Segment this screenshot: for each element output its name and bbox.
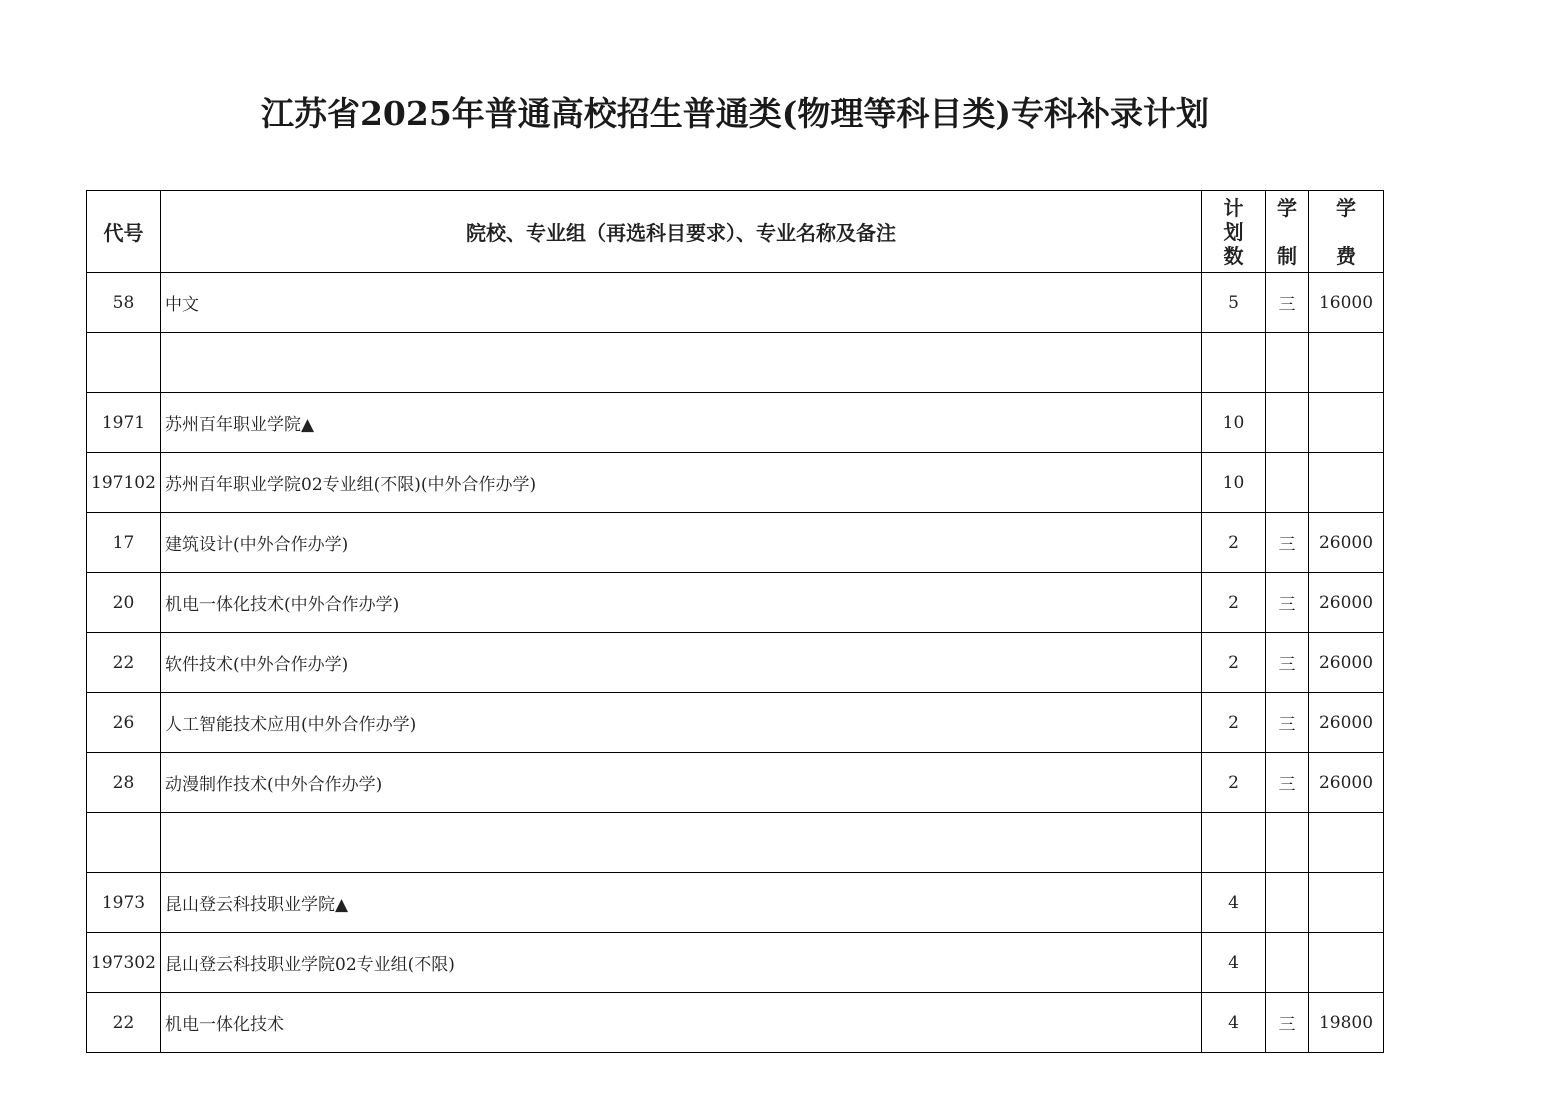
header-plan bbox=[1202, 191, 1266, 273]
cell-plan: 2 bbox=[1202, 513, 1266, 573]
cell-name: 机电一体化技术 bbox=[161, 993, 1202, 1053]
cell-plan: 2 bbox=[1202, 753, 1266, 813]
cell-fee bbox=[1309, 813, 1384, 873]
table-row bbox=[87, 393, 1384, 453]
table-body bbox=[87, 273, 1384, 1053]
cell-code: 197302 bbox=[87, 933, 161, 993]
header-system bbox=[1266, 191, 1309, 273]
cell-name bbox=[161, 333, 1202, 393]
cell-fee: 26000 bbox=[1309, 513, 1384, 573]
header-name: 院校、专业组（再选科目要求）、专业名称及备注 bbox=[161, 191, 1202, 273]
enrollment-plan-table bbox=[86, 190, 1384, 1053]
table-row bbox=[87, 993, 1384, 1053]
cell-code bbox=[87, 813, 161, 873]
cell-system: 三 bbox=[1266, 513, 1309, 573]
header-system-char: 学 bbox=[1277, 195, 1297, 220]
header-fee-char: 费 bbox=[1336, 243, 1356, 268]
cell-plan bbox=[1202, 813, 1266, 873]
cell-name: 软件技术(中外合作办学) bbox=[161, 633, 1202, 693]
cell-code: 22 bbox=[87, 633, 161, 693]
cell-code: 58 bbox=[87, 273, 161, 333]
cell-system: 三 bbox=[1266, 993, 1309, 1053]
header-system-char: 制 bbox=[1277, 243, 1297, 268]
cell-plan: 10 bbox=[1202, 393, 1266, 453]
table-row bbox=[87, 813, 1384, 873]
table-row bbox=[87, 513, 1384, 573]
cell-name: 动漫制作技术(中外合作办学) bbox=[161, 753, 1202, 813]
table-row bbox=[87, 933, 1384, 993]
cell-plan: 4 bbox=[1202, 993, 1266, 1053]
cell-plan: 2 bbox=[1202, 633, 1266, 693]
cell-plan: 5 bbox=[1202, 273, 1266, 333]
cell-name: 中文 bbox=[161, 273, 1202, 333]
cell-code: 197102 bbox=[87, 453, 161, 513]
cell-name: 苏州百年职业学院02专业组(不限)(中外合作办学) bbox=[161, 453, 1202, 513]
table-row bbox=[87, 753, 1384, 813]
cell-system bbox=[1266, 873, 1309, 933]
cell-fee: 26000 bbox=[1309, 753, 1384, 813]
table-row bbox=[87, 333, 1384, 393]
cell-fee bbox=[1309, 873, 1384, 933]
cell-system: 三 bbox=[1266, 273, 1309, 333]
cell-code bbox=[87, 333, 161, 393]
cell-system bbox=[1266, 933, 1309, 993]
cell-fee: 19800 bbox=[1309, 993, 1384, 1053]
cell-code: 20 bbox=[87, 573, 161, 633]
cell-plan: 4 bbox=[1202, 873, 1266, 933]
table-header bbox=[87, 191, 1384, 273]
cell-name bbox=[161, 813, 1202, 873]
cell-system: 三 bbox=[1266, 573, 1309, 633]
table-row bbox=[87, 873, 1384, 933]
table-row bbox=[87, 273, 1384, 333]
table-row bbox=[87, 693, 1384, 753]
page-title: 江苏省2025年普通高校招生普通类(物理等科目类)专科补录计划 bbox=[260, 94, 1210, 133]
cell-code: 1973 bbox=[87, 873, 161, 933]
header-plan-char: 划 bbox=[1223, 219, 1244, 244]
cell-name: 机电一体化技术(中外合作办学) bbox=[161, 573, 1202, 633]
cell-system bbox=[1266, 333, 1309, 393]
cell-name: 昆山登云科技职业学院02专业组(不限) bbox=[161, 933, 1202, 993]
cell-fee: 26000 bbox=[1309, 693, 1384, 753]
cell-fee bbox=[1309, 333, 1384, 393]
cell-plan: 2 bbox=[1202, 573, 1266, 633]
header-plan-char: 数 bbox=[1223, 243, 1244, 268]
table-row bbox=[87, 633, 1384, 693]
cell-fee bbox=[1309, 933, 1384, 993]
cell-system: 三 bbox=[1266, 633, 1309, 693]
cell-system bbox=[1266, 453, 1309, 513]
cell-plan: 10 bbox=[1202, 453, 1266, 513]
cell-fee bbox=[1309, 393, 1384, 453]
header-fee-char: 学 bbox=[1336, 195, 1356, 220]
header-fee bbox=[1309, 191, 1384, 273]
cell-system: 三 bbox=[1266, 693, 1309, 753]
table-row bbox=[87, 573, 1384, 633]
cell-system bbox=[1266, 393, 1309, 453]
cell-name: 建筑设计(中外合作办学) bbox=[161, 513, 1202, 573]
cell-plan: 4 bbox=[1202, 933, 1266, 993]
cell-system: 三 bbox=[1266, 753, 1309, 813]
cell-name: 苏州百年职业学院▲ bbox=[161, 393, 1202, 453]
cell-fee: 16000 bbox=[1309, 273, 1384, 333]
header-plan-char: 计 bbox=[1223, 195, 1244, 220]
cell-name: 昆山登云科技职业学院▲ bbox=[161, 873, 1202, 933]
cell-plan bbox=[1202, 333, 1266, 393]
table-row bbox=[87, 453, 1384, 513]
cell-fee: 26000 bbox=[1309, 633, 1384, 693]
cell-fee bbox=[1309, 453, 1384, 513]
cell-code: 17 bbox=[87, 513, 161, 573]
header-code: 代号 bbox=[87, 191, 161, 273]
cell-plan: 2 bbox=[1202, 693, 1266, 753]
cell-code: 22 bbox=[87, 993, 161, 1053]
cell-code: 28 bbox=[87, 753, 161, 813]
cell-fee: 26000 bbox=[1309, 573, 1384, 633]
cell-code: 26 bbox=[87, 693, 161, 753]
cell-code: 1971 bbox=[87, 393, 161, 453]
cell-name: 人工智能技术应用(中外合作办学) bbox=[161, 693, 1202, 753]
cell-system bbox=[1266, 813, 1309, 873]
